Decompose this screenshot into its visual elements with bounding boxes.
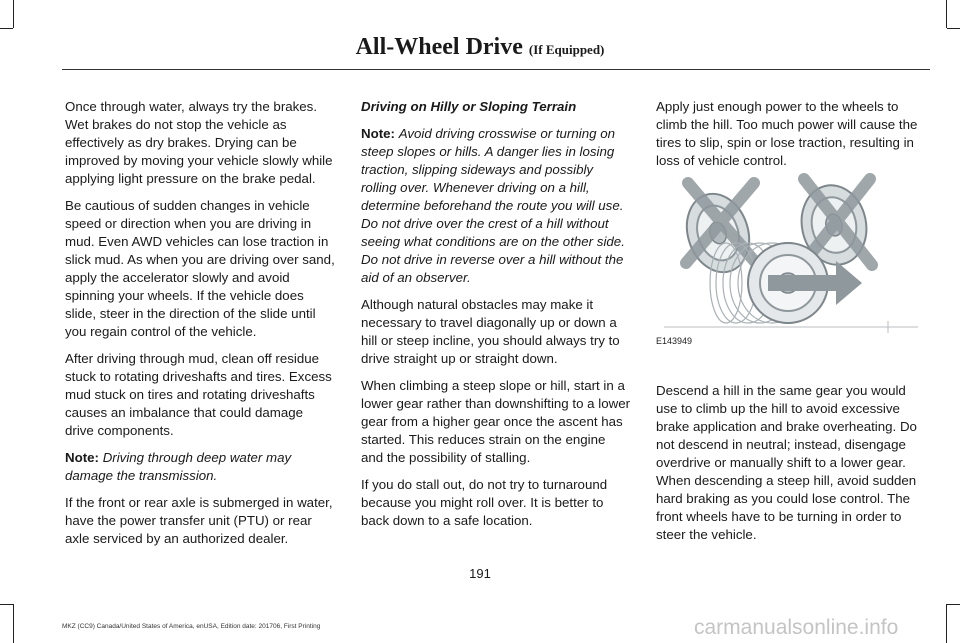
page-header: [0, 34, 960, 61]
note-text: Driving through deep water may damage the transmission.: [65, 450, 292, 483]
note: [361, 125, 631, 287]
crop-mark: [947, 604, 960, 605]
note-label: Note:: [65, 450, 99, 465]
note-text: Avoid driving crosswise or turning on steep slopes or hills. A danger lies in losing traction, slipping sideways and possibly rolling over. Whenever driving on a hill, determine beforehand the route you will use. Do not drive over the crest of a hill without seeing what conditions are on the other side. Do not drive in reverse over a hill without the aid of an observer.: [361, 126, 625, 285]
header-divider: [62, 69, 930, 70]
wheels-diagram: [656, 165, 926, 348]
section-heading: Driving on Hilly or Sloping Terrain: [361, 99, 577, 114]
paragraph: Apply just enough power to the wheels to climb the hill. Too much power will cause the tires to slip, spin or lose traction, resulting in loss of vehicle control.: [656, 99, 918, 168]
crop-mark: [946, 604, 947, 643]
note-label: Note:: [361, 126, 395, 141]
crop-mark: [0, 604, 13, 605]
crop-mark: [947, 28, 960, 29]
paragraph: After driving through mud, clean off residue stuck to rotating driveshafts and tires. Excess mud stuck on tires and rotating driveshafts causes an imbalance that could damage drive components.: [65, 351, 332, 438]
watermark: carmanualsonline.info: [694, 616, 899, 639]
crop-mark: [0, 28, 13, 29]
paragraph: If you do stall out, do not try to turnaround because you might roll over. It is better to back down to a safe location.: [361, 477, 608, 528]
column-1: [65, 98, 335, 557]
paragraph: Descend a hill in the same gear you would use to climb up the hill to avoid excessive brake application and brake overheating. Do not descend in neutral; instead, disengage overdrive or manually shift to a lower gear. When descending a steep hill, avoid sudden hard braking as you could lose control. The front wheels have to be turning in order to steer the vehicle.: [656, 383, 917, 542]
page-number: 191: [469, 566, 491, 581]
hill-driving-illustration: [656, 165, 926, 348]
paragraph: Be cautious of sudden changes in vehicle speed or direction when you are driving in mud. Even AWD vehicles can lose traction in slick mud. As when you are driving over sand, apply the accelerator slowly and avoid spinning your wheels. If the vehicle does slide, steer in the direction of the slide until you regain control of the vehicle.: [65, 198, 335, 339]
paragraph: If the front or rear axle is submerged in water, have the power transfer unit (PTU) or rear axle serviced by an authorized dealer.: [65, 495, 333, 546]
paragraph: Although natural obstacles may make it necessary to travel diagonally up or down a hill or steep incline, you should always try to drive straight up or straight down.: [361, 297, 620, 366]
paragraph: Once through water, always try the brakes. Wet brakes do not stop the vehicle as effectively as dry brakes. Drying can be improved by moving your vehicle slowly while applying light pressure on the brake pedal.: [65, 99, 333, 186]
note: [65, 449, 335, 485]
paragraph: When climbing a steep slope or hill, start in a lower gear rather than downshifting to a lower gear from a higher gear once the ascent has started. This reduces strain on the engine and the possibility of stalling.: [361, 378, 631, 465]
page-subtitle: (If Equipped): [528, 42, 605, 57]
footer-edition: MKZ (CC9) Canada/United States of America, enUSA, Edition date: 201706, First Printing: [62, 623, 321, 630]
crop-mark: [13, 0, 14, 28]
crop-mark: [946, 0, 947, 28]
page-title: All-Wheel Drive: [355, 34, 523, 60]
figure-id: E143949: [656, 336, 693, 346]
column-2: [361, 98, 631, 539]
crop-mark: [13, 604, 14, 643]
